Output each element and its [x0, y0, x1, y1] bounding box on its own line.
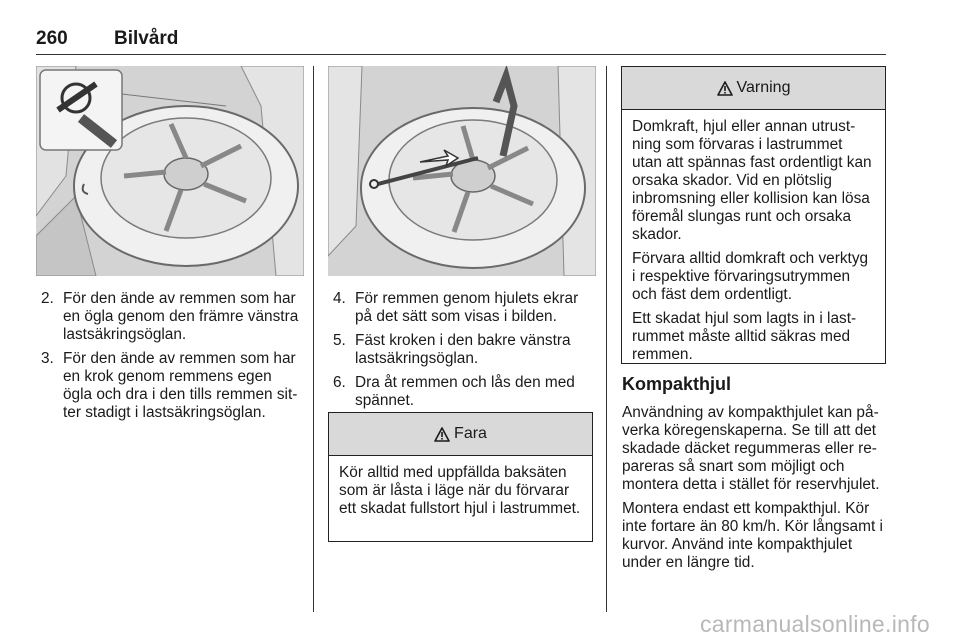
list-item: 2. För den ände av remmen som har en ögla genom den främre vänstra lastsäkringsöglan. [41, 290, 299, 343]
warning-paragraph: Ett skadat hjul som lagts in i lastrummet måste alltid säkras med remmen. [632, 310, 857, 363]
list-item: 3. För den ände av remmen som har en krok genom remmens egen ögla och dra i den tills remmen sitter stadigt i lastsäkringsöglan. [41, 350, 298, 421]
list-item: 5. Fäst kroken i den bakre vänstra lastsäkringsöglan. [333, 332, 571, 367]
warning-paragraph: Förvara alltid domkraft och verktyg i respektive förvaringsutrymmen och fäst dem ordentligt. [632, 250, 869, 303]
section-title: Bilvård [114, 28, 179, 49]
compact-wheel-heading: Kompakthjul [622, 374, 732, 394]
danger-notice-header [329, 413, 592, 456]
instruction-steps-middle [333, 290, 591, 416]
danger-notice [328, 412, 593, 542]
danger-text: Kör alltid med uppfällda baksäten som är låsta i läge när du förvarar ett skadat fullstort hjul i lastrummet. [339, 464, 581, 517]
warning-triangle-icon [717, 81, 733, 96]
warning-notice-header [622, 67, 885, 110]
warning-paragraph: Domkraft, hjul eller annan utrustning som förvaras i lastrummet utan att spännas fast ordentligt kan orsaka skador. Vid en plötslig inbromsning eller kollision kan lösa föremål slungas runt och orsaka skador. [632, 118, 872, 243]
site-watermark: carmanualsonline.info [699, 611, 930, 637]
warning-label: Varning [736, 79, 791, 96]
warning-notice-body [622, 110, 885, 372]
compact-wheel-text [622, 404, 888, 578]
warning-triangle-icon [434, 427, 450, 442]
compact-wheel-paragraph: Montera endast ett kompakthjul. Kör inte fortare än 80 km/h. Kör långsamt i kurvor. Använd inte kompakthjulet under en längre tid. [622, 500, 883, 571]
list-item: 6. Dra åt remmen och lås den med spännet. [333, 374, 575, 409]
header-rule [36, 54, 886, 55]
page-number: 260 [36, 28, 68, 49]
list-item: 4. För remmen genom hjulets ekrar på det sätt som visas i bilden. [333, 290, 579, 325]
danger-notice-body [329, 456, 592, 526]
warning-notice [621, 66, 886, 364]
column-divider [313, 66, 314, 612]
instruction-steps-left [41, 290, 301, 428]
column-divider [606, 66, 607, 612]
spare-wheel-strap-hook-figure [328, 66, 596, 276]
compact-wheel-paragraph: Användning av kompakthjulet kan påverka köregenskaperna. Se till att det skadade däcket regummeras eller repareras så snart som möjligt och montera detta i stället för reservhjulet. [622, 404, 880, 493]
danger-label: Fara [454, 425, 487, 442]
spare-wheel-strap-loop-figure [36, 66, 304, 276]
page-header [36, 28, 886, 54]
